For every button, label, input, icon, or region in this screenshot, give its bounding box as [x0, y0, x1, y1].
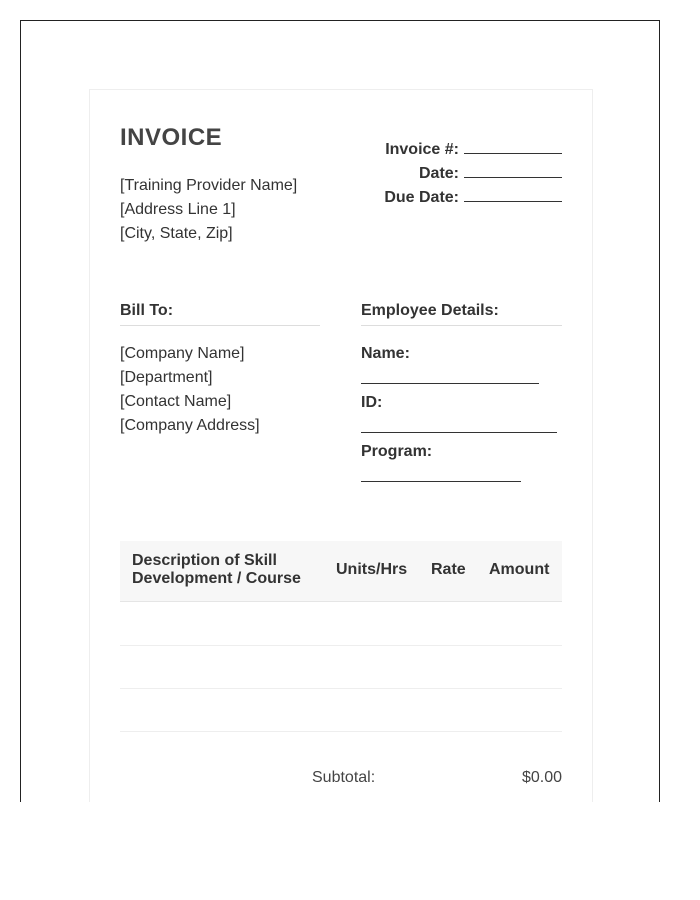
invoice-number-row [384, 138, 562, 162]
employee-program-field[interactable] [361, 464, 521, 482]
column-header-description: Description of Skill Development / Course [132, 552, 301, 587]
employee-details-heading: Employee Details: [361, 302, 562, 326]
due-date-label: Due Date: [384, 189, 459, 206]
date-label: Date: [418, 165, 459, 182]
provider-name: [Training Provider Name] [120, 177, 298, 194]
bill-to-department: [Department] [120, 369, 213, 386]
invoice-number-field[interactable] [464, 138, 562, 154]
column-header-amount: Amount [489, 561, 550, 578]
table-row[interactable] [120, 646, 562, 689]
employee-id-field[interactable] [361, 415, 557, 433]
invoice-number-label: Invoice #: [385, 141, 459, 158]
column-header-rate: Rate [431, 561, 466, 578]
due-date-row [384, 186, 562, 210]
date-field[interactable] [464, 162, 562, 178]
table-row[interactable] [120, 689, 562, 732]
line-items-header [120, 541, 562, 602]
bill-to-heading: Bill To: [120, 302, 320, 326]
due-date-field[interactable] [464, 186, 562, 202]
subtotal-label: Subtotal: [312, 769, 376, 786]
bill-to-block [120, 342, 260, 438]
provider-address-line1: [Address Line 1] [120, 201, 236, 218]
employee-name-label: Name: [361, 345, 410, 362]
date-row [384, 162, 562, 186]
employee-program-label: Program: [361, 443, 433, 460]
employee-name-field[interactable] [361, 366, 539, 384]
invoice-title: INVOICE [120, 124, 223, 151]
bill-to-contact-name: [Contact Name] [120, 393, 232, 410]
invoice-meta [384, 138, 562, 210]
subtotal-value: $0.00 [521, 769, 562, 786]
bill-to-company-address: [Company Address] [120, 417, 260, 434]
employee-details-block [361, 342, 557, 489]
bill-to-company-name: [Company Name] [120, 345, 245, 362]
column-header-units: Units/Hrs [336, 561, 408, 578]
provider-city-state-zip: [City, State, Zip] [120, 225, 233, 242]
employee-id-label: ID: [361, 394, 383, 411]
table-row[interactable] [120, 603, 562, 646]
provider-address [120, 174, 297, 246]
